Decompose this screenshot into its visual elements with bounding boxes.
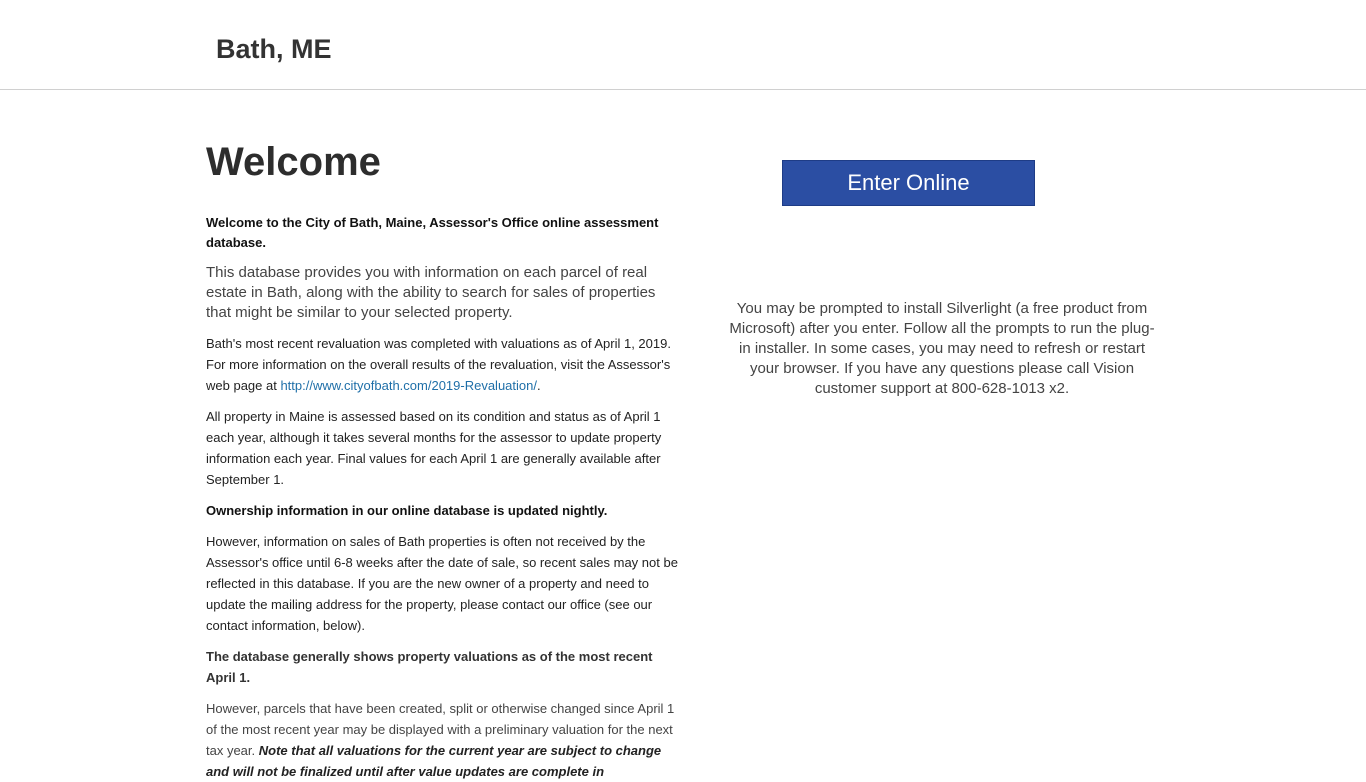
revaluation-period: . (536, 378, 541, 393)
revaluation-text: Bath's most recent revaluation was completed with valuations as of April 1, 2019. For more information on the overall results of the revaluation, visit the Assessor's web page at (206, 336, 671, 393)
valuations-statement: The database generally shows property valuations as of the most recent April 1. (206, 649, 653, 685)
maine-assessment-paragraph: All property in Maine is assessed based on its condition and status as of April 1 each year, although it takes several months for the assessor to update property information each year. Final values for each April 1 are generally available after September 1. (206, 409, 662, 487)
enter-online-database-button[interactable]: Enter Online Database (782, 160, 1035, 206)
intro-statement: Welcome to the City of Bath, Maine, Assessor's Office online assessment database. (206, 215, 659, 250)
silverlight-notice: You may be prompted to install Silverlight (a free product from Microsoft) after you enter. Follow all the prompts to run the plug-in installer. In some cases, you may need to refresh or restart your browser. If you have any questions please call Vision customer support at 800-628-1013 x2. (729, 300, 1155, 397)
button-wrapper (728, 160, 1156, 239)
page-title: Welcome (206, 140, 381, 184)
revaluation-link[interactable]: http://www.cityofbath.com/2019-Revaluation/ (280, 378, 537, 393)
database-description: This database provides you with information on each parcel of real estate in Bath, along with the ability to search for sales of properties that might be similar to your selected property. (206, 264, 656, 321)
parcels-text: However, parcels that have been created, split or otherwise changed since April 1 of the most recent year may be displayed with a preliminary valuation for the next tax year. (206, 701, 675, 758)
parcels-paragraph (206, 698, 681, 782)
valuation-note: Note that all valuations for the current year are subject to change and will not be finalized until after value updates are complete in (206, 743, 662, 779)
welcome-content (206, 140, 681, 782)
site-header (0, 0, 1366, 90)
site-title: Bath, ME (216, 34, 332, 64)
ownership-statement: Ownership information in our online database is updated nightly. (206, 503, 608, 518)
revaluation-paragraph (206, 333, 681, 396)
database-entry-panel (728, 160, 1156, 399)
sales-paragraph: However, information on sales of Bath properties is often not received by the Assessor's office until 6-8 weeks after the date of sale, so recent sales may not be reflected in this database. If you are the new owner of a property and need to update the mailing address for the property, please contact our office (see our contact information, below). (206, 534, 678, 633)
